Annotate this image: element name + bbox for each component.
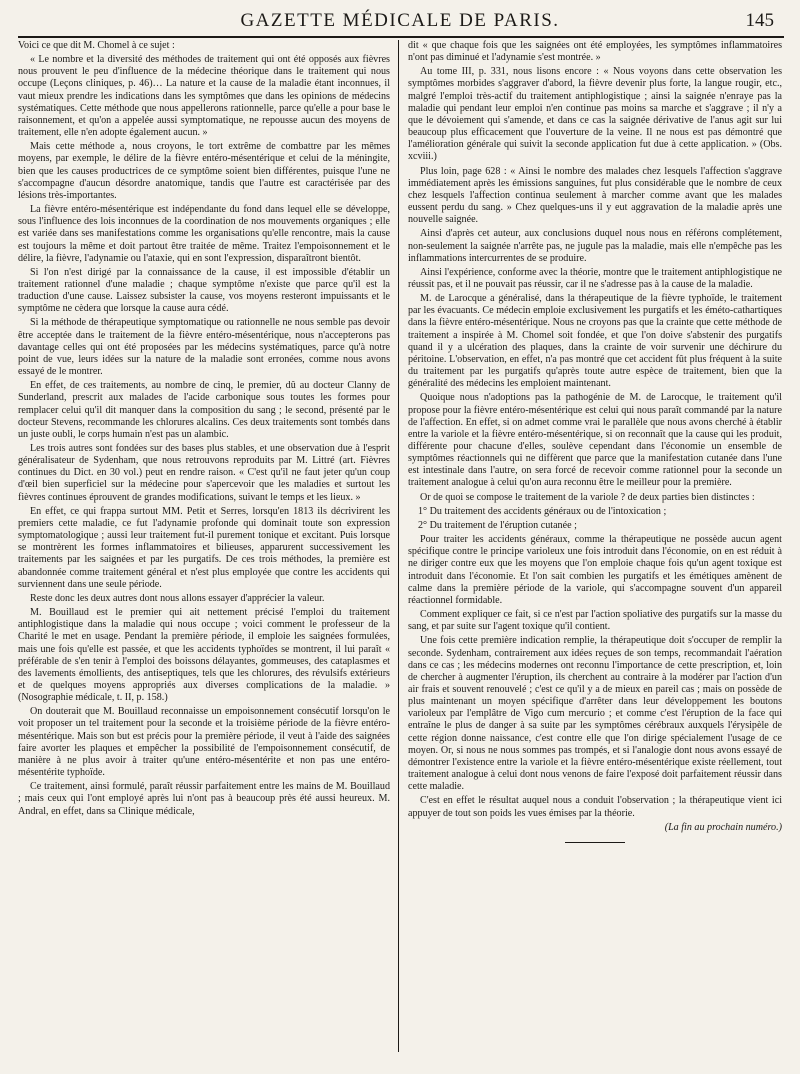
paragraph: Ainsi l'expérience, conforme avec la théorie, montre que le traitement antiphlogistique ne réussit pas, et il ne pouvait pas réussir, car il ne s'adresse pas à la cause de la maladie. <box>408 266 782 290</box>
paragraph: Ce traitement, ainsi formulé, paraît réussir parfaitement entre les mains de M. Bouillaud ; mais ceux qui l'ont employé après lui n'ont pas à beaucoup près été aussi heureux. M. Andral, en effet, dans sa Clinique médicale, <box>18 781 390 817</box>
page-number: 145 <box>745 10 774 31</box>
paragraph: Si l'on n'est dirigé par la connaissance de la cause, il est impossible d'établir un traitement rationnel d'une maladie ; chaque symptôme n'existe que parce qu'il est la traduction d'une cause. Laissez subsister la cause, vos moyens resteront impuissants et le symptôme ne cèdera que lorsque la cause aura cédé. <box>18 266 390 315</box>
paragraph: M. de Larocque a généralisé, dans la thérapeutique de la fièvre typhoïde, le traitement par les évacuants. Ce médecin emploie exclusivement les purgatifs et les éméto-cathartiques dans la fièvre entéro-mésentérique. Nous ne croyons pas que la crainte que cette méthode de traitement a inspirée à M. Chomel soit fondée, et que l'on doive s'abstenir des purgatifs quand il y a ulcération des plaques, dans la crainte de voir survenir une déchirure du péritoine. L'observation, en effet, n'a pas montré que cet accident fût plus fréquent à la suite du traitement par les purgatifs qu'après toute autre espèce de traitement, bien que la généralité des médecins les emploient maintenant. <box>408 293 782 390</box>
paragraph: En effet, ce qui frappa surtout MM. Petit et Serres, lorsqu'en 1813 ils décrivirent les premiers cette maladie, ce fut l'adynamie profonde qui dominait toute son expression symptomatologique ; aussi leur traitement fut-il purement tonique et excitant. Puis lorsque se montrèrent les formes inflammatoires et bilieuses, apparurent successivement les traitements par les saignées et par les purgatifs. De ces trois méthodes, la première est abandonnée comme traitement général et n'est plus employée que contre les accidents qui surviennent dans une seule période. <box>18 505 390 590</box>
journal-title: GAZETTE MÉDICALE DE PARIS. <box>240 10 560 31</box>
paragraph: On douterait que M. Bouillaud reconnaisse un empoisonnement consécutif lorsqu'on le voit proposer un tel traitement pour la seconde et la troisième période de la fièvre entéro-mésentérique. Mais son but est précis pour la première période, il veut à l'aide des saignées faire avorter les plaques et empêcher la possibilité de l'empoisonnement consécutif, de manière à ne plus avoir à traiter qu'une entéro-mésentérite et non pas une entéro-mésentérite typhoïde. <box>18 706 390 779</box>
right-column <box>408 40 782 1060</box>
paragraph: En effet, de ces traitements, au nombre de cinq, le premier, dû au docteur Clanny de Sunderland, prescrit aux malades de l'acide carbonique sous toutes les formes pour remplacer celui qu'il dit manquer dans la composition du sang ; le second, présenté par le docteur Stevens, recommande les chlorures alcalins. Ces deux traitements sont tombés dans un juste oubli, le corps humain n'est pas un alambic. <box>18 380 390 440</box>
paragraph: Si la méthode de thérapeutique symptomatique ou rationnelle ne nous semble pas devoir être acceptée dans le traitement de la fièvre entéro-mésentérique, nous n'accepterons pas davantage celles qui ont été proposées par les médecins systématiques, parce qu'à notre point de vue, leurs idées sur la nature de la maladie sont erronées, comme nous avons essayé de le montrer. <box>18 317 390 378</box>
paragraph: La fièvre entéro-mésentérique est indépendante du fond dans lequel elle se développe, sous l'influence des lois inconnues de la coordination de nos mouvements organiques ; elle est variée dans ses manifestations comme les organisations qu'elle rencontre, mais la cause est toujours la même et doit partout être traitée de même. Traitez l'empoisonnement et le délire, la fièvre, l'adynamie ou l'ataxie, qui en sont l'expression, disparaîtront bientôt. <box>18 204 390 264</box>
paragraph: Or de quoi se compose le traitement de la variole ? de deux parties bien distinctes : <box>420 491 755 503</box>
list-item: 2° Du traitement de l'éruption cutanée ; <box>418 519 577 531</box>
paragraph: C'est en effet le résultat auquel nous a conduit l'observation ; la thérapeutique vient ici appuyer de tout son poids les vues émises par la théorie. <box>408 795 782 819</box>
paragraph: Mais cette méthode a, nous croyons, le tort extrême de combattre par les mêmes moyens, par exemple, le délire de la fièvre entéro-mésentérique et celui de la méningite, bien que les causes productrices de ce symptôme soient bien différentes, puisque l'une ne s'accompagne d'aucun désordre anatomique, tandis que l'autre est caractérisée par des lésions très-importantes. <box>18 141 390 201</box>
paragraph: Reste donc les deux autres dont nous allons essayer d'apprécier la valeur. <box>30 592 325 604</box>
paragraph: « Le nombre et la diversité des méthodes de traitement qui ont été opposés aux fièvres nous prouvent le peu d'influence de la médecine théorique dans le traitement qui nous occupe (Leçons cliniques, p. 46)… La nature et la cause de la maladie étant inconnues, il vaut mieux prendre les indications dans les symptômes que dans les opinions de médecins systématiques. Cette méthode que nous appellerons rationnelle, parce qu'elle a pour base le raisonnement, et qu'on a appelée aussi symptomatique, ne repousse aucun des moyens de traitement, elle n'en adopte également aucun. » <box>18 54 390 139</box>
header-rule <box>18 36 784 38</box>
paragraph: Une fois cette première indication remplie, la thérapeutique doit s'occuper de remplir la seconde. Sydenham, contrairement aux idées reçues de son temps, recommandait l'aération dans ce cas ; les médecins modernes ont reconnu l'importance de cette prescription, et, loin de chercher à augmenter l'éruption, ils cherchent au contraire à la modérer par l'action d'un air frais et souvent renouvelé ; c'est ce qu'il y a de mieux en pareil cas ; mais on possède de plus maintenant un moyen spécifique d'arrêter dans leur développement les boutons varioleux par l'emplâtre de Vigo cum mercurio ; et comme c'est l'éruption de la face qui entraîne le plus de danger à sa suite par les symptômes cérébraux auxquels l'érysipèle de cette région donne naissance, c'est contre elle que l'on dirige spécialement l'usage de ce moyen. Or, si nous ne nous sommes pas trompés, et si l'analogie dont nous avons essayé de démontrer l'existence entre la variole et la fièvre entéro-mésentérique existe réellement, tout traitement analogue à celui dont nous venons de faire l'exposé doit parfaitement réussir dans cette maladie. <box>408 635 782 793</box>
continuation-note: (La fin au prochain numéro.) <box>664 821 782 833</box>
paragraph: Voici ce que dit M. Chomel à ce sujet : <box>18 40 175 51</box>
paragraph: M. Bouillaud est le premier qui ait nettement précisé l'emploi du traitement antiphlogistique dans la maladie qui nous occupe ; voici comment le professeur de la Charité le met en usage. Pendant la première période, il emploie les saignées formulées, mais une fois qu'elle est passée, et que les accidents typhoïdes se montrent, il lui paraît « préférable de s'en tenir à l'emploi des boissons délayantes, gommeuses, des cataplasmes et des lavements émollients, des antiseptiques, tels que les chlorures, des révulsifs extérieurs et de quelques moyens appropriés aux diverses complications de la maladie. » (Nosographie médicale, t. II, p. 158.) <box>18 607 390 704</box>
paragraph: Pour traiter les accidents généraux, comme la thérapeutique ne possède aucun agent spécifique contre le principe varioleux une fois introduit dans l'économie, on en est réduit à ne diriger contre eux que les moyens que l'on emploie chaque fois qu'un agent toxique est introduit dans l'économie. Et l'on sait combien les purgatifs et les émétiques amènent de calme dans la première période de la variole, qui s'accompagne souvent d'un appareil réactionnel formidable. <box>408 534 782 606</box>
page-header <box>0 8 800 34</box>
paragraph: Plus loin, page 628 : « Ainsi le nombre des malades chez lesquels l'affection s'aggrave immédiatement après les émissions sanguines, fut plus considérable que le nombre de ceux chez lesquels l'affection continua seulement à marcher comme avant que les malades eussent perdu du sang. » Chez quelques-uns il y eut aggravation de la maladie après une nouvelle saignée. <box>408 165 782 226</box>
paragraph: Quoique nous n'adoptions pas la pathogénie de M. de Larocque, le traitement qu'il propose pour la fièvre entéro-mésentérique est celui qui nous paraît commandé par la nature de l'affection. En effet, si on admet comme vrai le parallèle que nous avons cherché à établir entre la variole et la fièvre entéro-mésentérique, si on reconnaît que la cause qui les produit, différente pour chacune d'elles, soulève cependant dans l'économie un ensemble de symptômes réactionnels qui ne diffèrent que parce que la manifestation cutanée dans l'une est intestinale dans l'autre, on sera forcé de recevoir comme rationnel pour la seconde un traitement analogue à celui qu'on aura reconnu être le meilleur pour la première. <box>408 392 782 489</box>
list-item: 1° Du traitement des accidents généraux ou de l'intoxication ; <box>418 505 667 517</box>
paragraph: Ainsi d'après cet auteur, aux conclusions duquel nous nous en référons complétement, non-seulement la saignée n'arrête pas, ne jugule pas la maladie, mais elle n'empêche pas les inflammations intercurrentes de se produire. <box>408 228 782 264</box>
paragraph: Comment expliquer ce fait, si ce n'est par l'action spoliative des purgatifs sur la masse du sang, et par suite sur l'agent toxique qu'il contient. <box>408 609 782 633</box>
paragraph: Les trois autres sont fondées sur des bases plus stables, et une observation due à l'esprit généralisateur de Sydenham, que nous retrouvons reproduits par M. Littré (art. Fièvres continues du Dict. en 30 vol.) peut en rendre raison. « C'est qu'il ne faut jeter qu'un coup d'œil bien superficiel sur la médecine pour s'apercevoir que les maladies et surtout les fièvres continues éprouvent de grandes modifications, suivant le temps et les lieux. » <box>18 443 390 503</box>
paragraph: dit « que chaque fois que les saignées ont été employées, les symptômes inflammatoires n'ont pas diminué et l'adynamie s'est montrée. » <box>408 40 782 64</box>
paragraph: Au tome III, p. 331, nous lisons encore : « Nous voyons dans cette observation les symptômes morbides s'aggraver d'abord, la fièvre devenir plus forte, la langue rougir, etc., malgré l'emploi très-actif du traitement antiphlogistique ; ainsi la saignée n'enraye pas la maladie qui pendant leur emploi n'en continue pas moins sa marche et s'aggrave ; il n'y a que le dévoiement qui s'amende, et dans ce cas la saignée dérivative de l'anus agit sur lui beaucoup plus efficacement que l'ouverture de la veine. Il ne nous est pas démontré que l'amélioration générale qui suivit la seconde application fut due à cette application. » (Obs. xcviii.) <box>408 66 782 163</box>
end-rule <box>565 842 625 843</box>
column-separator <box>398 40 399 1052</box>
left-column <box>18 40 390 1060</box>
